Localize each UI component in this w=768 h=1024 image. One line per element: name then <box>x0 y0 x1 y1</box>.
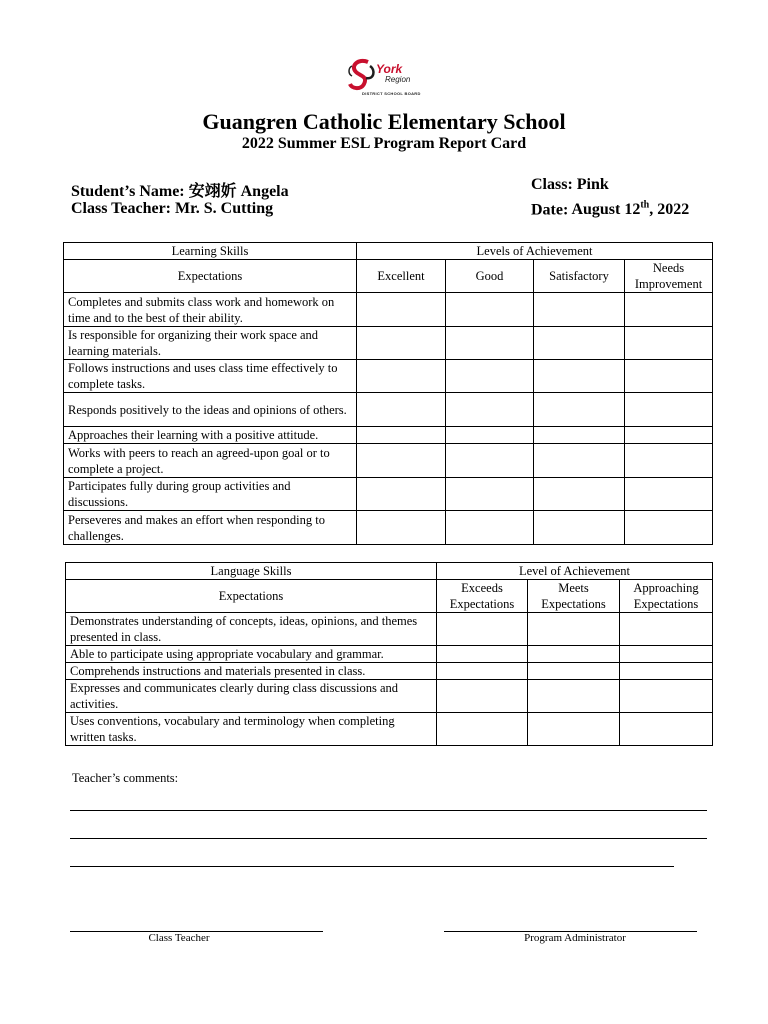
rating-cell-approaching-expectations[interactable] <box>620 646 713 663</box>
rating-cell-meets-expectations[interactable] <box>528 713 620 746</box>
rating-cell-needs-improvement[interactable] <box>625 427 713 444</box>
expectation-text: Is responsible for organizing their work space and learning materials. <box>64 327 357 360</box>
table-row <box>64 427 713 444</box>
class-label: Class: <box>531 176 573 193</box>
rating-cell-approaching-expectations[interactable] <box>620 713 713 746</box>
rating-cell-satisfactory[interactable] <box>534 478 625 511</box>
expectation-text: Completes and submits class work and homework on time and to the best of their ability. <box>64 293 357 327</box>
class-teacher-label: Class Teacher: <box>71 200 171 217</box>
language-skills-table <box>65 562 713 746</box>
expectation-text: Perseveres and makes an effort when responding to challenges. <box>64 511 357 545</box>
rating-cell-needs-improvement[interactable] <box>625 478 713 511</box>
rating-cell-exceeds-expectations[interactable] <box>437 613 528 646</box>
level-of-achievement-header: Level of Achievement <box>437 563 713 580</box>
rating-cell-exceeds-expectations[interactable] <box>437 663 528 680</box>
rating-cell-needs-improvement[interactable] <box>625 360 713 393</box>
rating-cell-approaching-expectations[interactable] <box>620 663 713 680</box>
rating-cell-meets-expectations[interactable] <box>528 646 620 663</box>
class-teacher-value: Mr. S. Cutting <box>175 200 274 217</box>
rating-cell-satisfactory[interactable] <box>534 511 625 545</box>
learning-skills-table <box>63 242 713 545</box>
rating-cell-needs-improvement[interactable] <box>625 327 713 360</box>
class-teacher-line <box>71 200 273 218</box>
expectation-text: Expresses and communicates clearly during class discussions and activities. <box>66 680 437 713</box>
rating-cell-satisfactory[interactable] <box>534 393 625 427</box>
student-name-label: Student’s Name: <box>71 183 185 200</box>
table-row <box>66 663 713 680</box>
table-row <box>66 680 713 713</box>
rating-cell-good[interactable] <box>446 511 534 545</box>
rating-cell-excellent[interactable] <box>357 511 446 545</box>
rating-cell-good[interactable] <box>446 393 534 427</box>
rating-cell-satisfactory[interactable] <box>534 427 625 444</box>
rating-cell-satisfactory[interactable] <box>534 327 625 360</box>
expectation-text: Works with peers to reach an agreed-upon goal or to complete a project. <box>64 444 357 478</box>
rating-cell-approaching-expectations[interactable] <box>620 680 713 713</box>
teachers-comments-label: Teacher’s comments: <box>72 771 179 785</box>
school-name: Guangren Catholic Elementary School <box>202 109 566 134</box>
rating-cell-excellent[interactable] <box>357 393 446 427</box>
rating-cell-exceeds-expectations[interactable] <box>437 713 528 746</box>
logo-board-text: DISTRICT SCHOOL BOARD <box>362 91 421 96</box>
level-header-exceeds-expectations: Exceeds Expectations <box>437 580 528 613</box>
expectation-text: Uses conventions, vocabulary and terminology when completing written tasks. <box>66 713 437 746</box>
expectation-text: Follows instructions and uses class time effectively to complete tasks. <box>64 360 357 393</box>
comment-line-1 <box>70 810 707 811</box>
table-row <box>66 713 713 746</box>
learning-skills-header: Learning Skills <box>64 243 357 260</box>
rating-cell-excellent[interactable] <box>357 327 446 360</box>
student-name-line <box>71 178 289 201</box>
table-row <box>64 360 713 393</box>
class-value: Pink <box>576 176 609 193</box>
table-row <box>66 613 713 646</box>
expectation-text: Approaches their learning with a positive attitude. <box>64 427 357 444</box>
school-board-logo <box>346 56 421 102</box>
level-header-satisfactory: Satisfactory <box>534 260 625 293</box>
table-row <box>64 478 713 511</box>
rating-cell-excellent[interactable] <box>357 444 446 478</box>
rating-cell-approaching-expectations[interactable] <box>620 613 713 646</box>
level-header-needs-improvement: Needs Improvement <box>625 260 713 293</box>
administrator-signature-label: Program Administrator <box>524 932 626 944</box>
rating-cell-good[interactable] <box>446 327 534 360</box>
rating-cell-good[interactable] <box>446 293 534 327</box>
rating-cell-needs-improvement[interactable] <box>625 511 713 545</box>
rating-cell-satisfactory[interactable] <box>534 293 625 327</box>
comment-line-2 <box>70 838 707 839</box>
rating-cell-excellent[interactable] <box>357 360 446 393</box>
rating-cell-exceeds-expectations[interactable] <box>437 646 528 663</box>
language-skills-header: Language Skills <box>66 563 437 580</box>
class-line <box>531 176 609 194</box>
rating-cell-excellent[interactable] <box>357 293 446 327</box>
rating-cell-meets-expectations[interactable] <box>528 663 620 680</box>
report-title: 2022 Summer ESL Program Report Card <box>241 135 527 152</box>
level-header-good: Good <box>446 260 534 293</box>
table-row <box>64 444 713 478</box>
expectation-text: Responds positively to the ideas and opinions of others. <box>64 393 357 427</box>
rating-cell-meets-expectations[interactable] <box>528 680 620 713</box>
date-value: August 12th, 2022 <box>571 200 690 219</box>
logo-brand-text: York <box>376 62 403 76</box>
rating-cell-excellent[interactable] <box>357 478 446 511</box>
rating-cell-good[interactable] <box>446 478 534 511</box>
student-name-value: 安翊妡 Angela <box>188 183 289 200</box>
rating-cell-needs-improvement[interactable] <box>625 293 713 327</box>
table-row <box>64 393 713 427</box>
rating-cell-good[interactable] <box>446 444 534 478</box>
table-row <box>64 511 713 545</box>
level-header-meets-expectations: Meets Expectations <box>528 580 620 613</box>
york-region-logo-icon <box>346 56 380 96</box>
date-label: Date: <box>531 201 569 219</box>
rating-cell-excellent[interactable] <box>357 427 446 444</box>
logo-region-text: Region <box>385 75 411 84</box>
date-line <box>531 200 689 219</box>
expectation-text: Demonstrates understanding of concepts, ideas, opinions, and themes presented in class. <box>66 613 437 646</box>
expectation-text: Able to participate using appropriate vocabulary and grammar. <box>66 646 437 663</box>
rating-cell-good[interactable] <box>446 427 534 444</box>
level-header-excellent: Excellent <box>357 260 446 293</box>
rating-cell-exceeds-expectations[interactable] <box>437 680 528 713</box>
level-header-approaching-expectations: Approaching Expectations <box>620 580 713 613</box>
rating-cell-satisfactory[interactable] <box>534 444 625 478</box>
comment-line-3 <box>70 866 674 867</box>
expectation-text: Comprehends instructions and materials presented in class. <box>66 663 437 680</box>
expectation-text: Participates fully during group activities and discussions. <box>64 478 357 511</box>
rating-cell-needs-improvement[interactable] <box>625 393 713 427</box>
table-row <box>66 646 713 663</box>
expectations-header: Expectations <box>64 260 357 293</box>
rating-cell-needs-improvement[interactable] <box>625 444 713 478</box>
table-row <box>64 327 713 360</box>
rating-cell-meets-expectations[interactable] <box>528 613 620 646</box>
levels-of-achievement-header: Levels of Achievement <box>357 243 713 260</box>
rating-cell-satisfactory[interactable] <box>534 360 625 393</box>
class-teacher-signature-label: Class Teacher <box>148 932 210 944</box>
rating-cell-good[interactable] <box>446 360 534 393</box>
table-row <box>64 293 713 327</box>
expectations-header: Expectations <box>66 580 437 613</box>
